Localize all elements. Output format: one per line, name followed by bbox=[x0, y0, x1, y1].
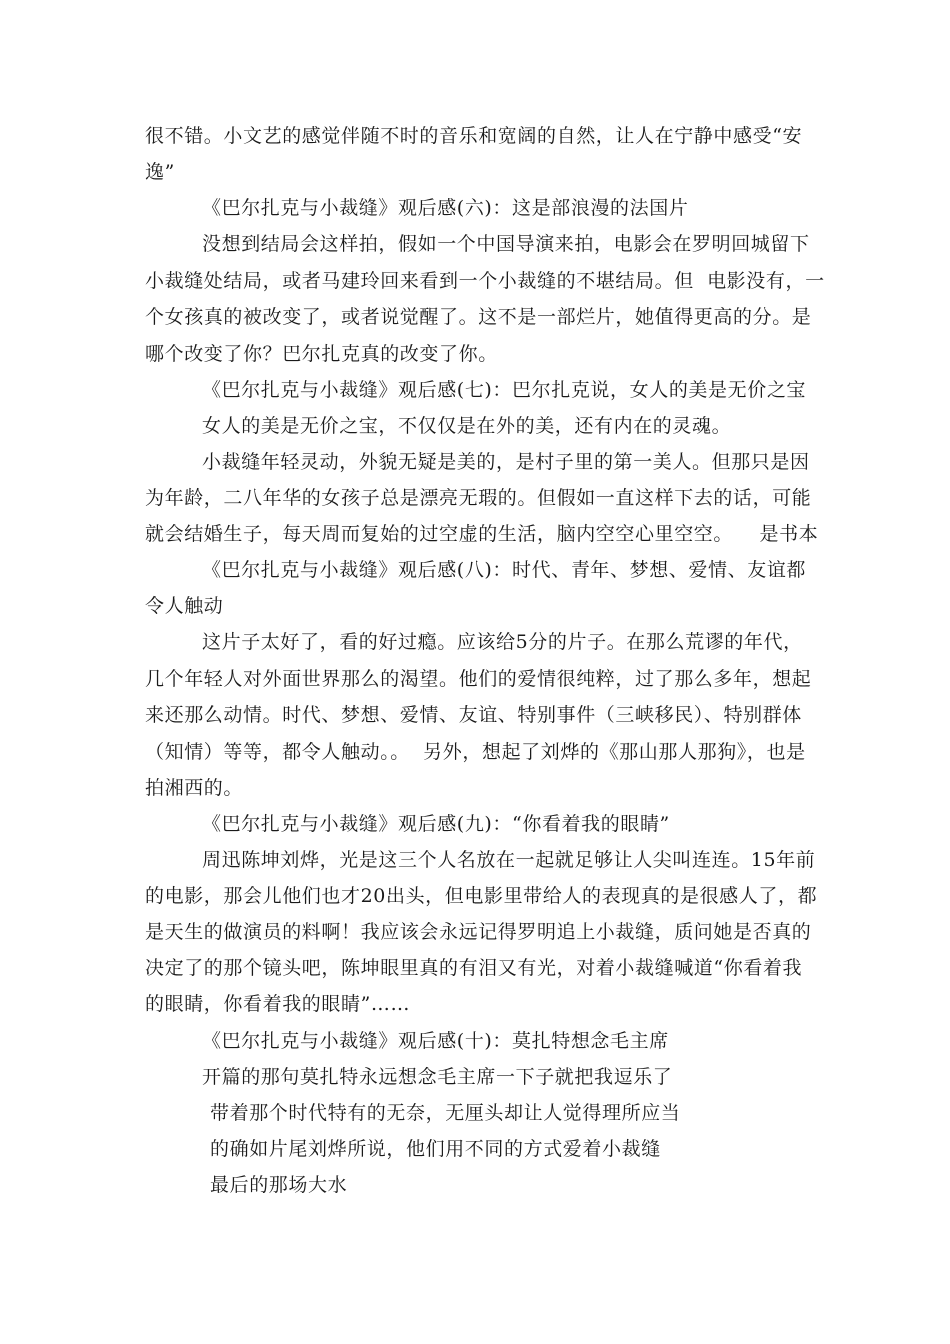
text-line: 拍湘西的。 bbox=[145, 777, 244, 799]
text-line: 小裁缝处结局，或者马建玲回来看到一个小裁缝的不堪结局。但 电影没有，一 bbox=[145, 270, 825, 292]
text-line: 令人触动 bbox=[145, 595, 224, 617]
text-line: 没想到结局会这样拍，假如一个中国导演来拍，电影会在罗明回城留下 bbox=[202, 233, 810, 255]
text-line: 决定了的那个镜头吧，陈坤眼里真的有泪又有光，对着小裁缝喊道“你看着我 bbox=[145, 957, 803, 979]
text-line: 来还那么动情。时代、梦想、爱情、友谊、特别事件（三峡移民）、特别群体 bbox=[145, 704, 802, 726]
text-line: 的电影，那会儿他们也才20出头，但电影里带给人的表现真的是很感人了，都 bbox=[145, 885, 818, 907]
text-line: 是天生的做演员的料啊！我应该会永远记得罗明追上小裁缝，质问她是否真的 bbox=[145, 921, 812, 943]
section-heading: 《巴尔扎克与小裁缝》观后感(十)：莫扎特想念毛主席 bbox=[202, 1030, 669, 1052]
text-line: 的确如片尾刘烨所说，他们用不同的方式爱着小裁缝 bbox=[210, 1138, 661, 1160]
text-line: 就会结婚生子，每天周而复始的过空虚的生活，脑内空空心里空空。 是书本 bbox=[145, 523, 819, 545]
text-line: 的眼睛，你看着我的眼睛”…… bbox=[145, 993, 411, 1015]
text-line: 个女孩真的被改变了，或者说觉醒了。这不是一部烂片，她值得更高的分。是 bbox=[145, 306, 812, 328]
text-line: （知情）等等，都令人触动。。 另外，想起了刘烨的《那山那人那狗》，也是 bbox=[145, 741, 806, 763]
text-line: 这片子太好了，看的好过瘾。应该给5分的片子。在那么荒谬的年代， bbox=[202, 631, 803, 653]
text-line: 最后的那场大水 bbox=[210, 1174, 348, 1196]
text-line: 几个年轻人对外面世界那么的渴望。他们的爱情很纯粹，过了那么多年，想起 bbox=[145, 668, 812, 690]
section-heading: 《巴尔扎克与小裁缝》观后感(八)：时代、青年、梦想、爱情、友谊都 bbox=[202, 559, 807, 581]
text-line: 很不错。小文艺的感觉伴随不时的音乐和宽阔的自然，让人在宁静中感受“安 bbox=[145, 125, 803, 147]
text-line: 周迅陈坤刘烨，光是这三个人名放在一起就足够让人尖叫连连。15年前 bbox=[202, 849, 816, 871]
text-line: 哪个改变了你？巴尔扎克真的改变了你。 bbox=[145, 343, 498, 365]
section-heading: 《巴尔扎克与小裁缝》观后感(九)：“你看着我的眼睛” bbox=[202, 813, 670, 835]
section-heading: 《巴尔扎克与小裁缝》观后感(七)：巴尔扎克说，女人的美是无价之宝 bbox=[202, 379, 807, 401]
text-line: 带着那个时代特有的无奈，无厘头却让人觉得理所应当 bbox=[210, 1102, 681, 1124]
text-line: 为年龄，二八年华的女孩子总是漂亮无瑕的。但假如一直这样下去的话，可能 bbox=[145, 487, 812, 509]
text-line: 小裁缝年轻灵动，外貌无疑是美的，是村子里的第一美人。但那只是因 bbox=[202, 451, 810, 473]
text-line: 女人的美是无价之宝，不仅仅是在外的美，还有内在的灵魂。 bbox=[202, 415, 732, 437]
text-line: 开篇的那句莫扎特永远想念毛主席一下子就把我逗乐了 bbox=[202, 1066, 673, 1088]
section-heading: 《巴尔扎克与小裁缝》观后感(六)：这是部浪漫的法国片 bbox=[202, 197, 689, 219]
text-line: 逸” bbox=[145, 161, 175, 183]
